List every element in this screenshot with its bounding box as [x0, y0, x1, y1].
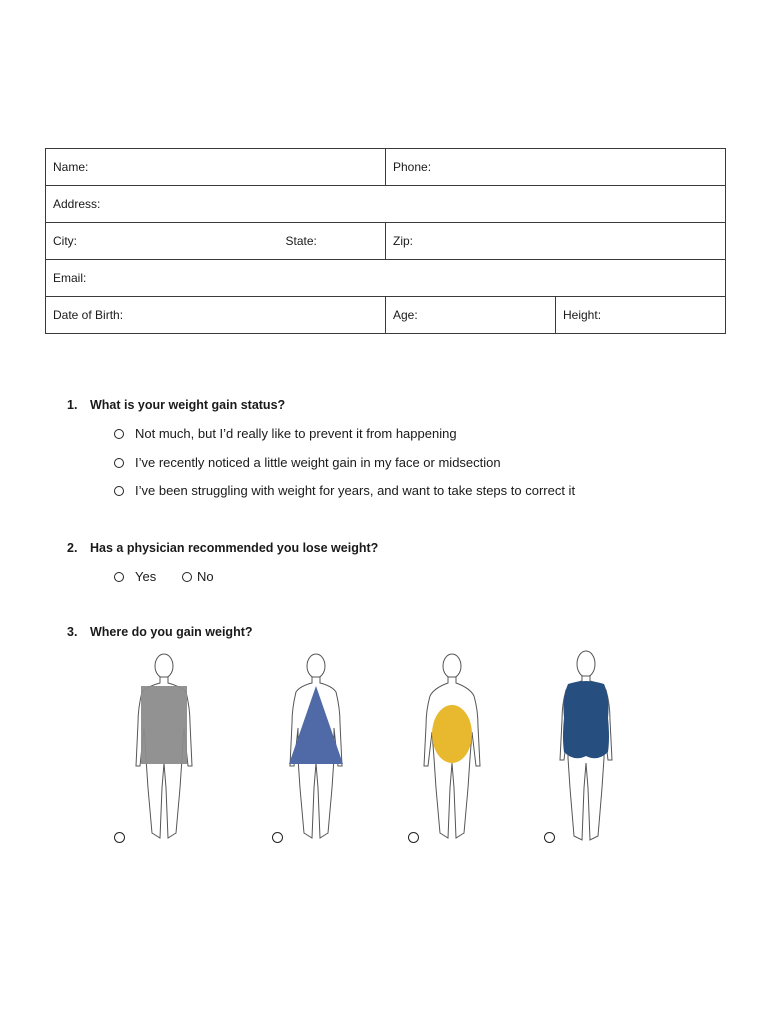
zip-field[interactable] [386, 223, 726, 260]
email-field[interactable] [46, 260, 726, 297]
body-type-radio-1[interactable] [114, 832, 125, 843]
height-label: Height: [563, 308, 602, 322]
radio-button[interactable] [182, 572, 192, 582]
shaded-region [563, 681, 609, 758]
personal-info-table [45, 148, 726, 334]
zip-label: Zip: [393, 234, 414, 248]
name-field[interactable] [46, 149, 386, 186]
question-text: What is your weight gain status? [90, 398, 286, 412]
body-type-radio-3[interactable] [408, 832, 419, 843]
option-label: I’ve recently noticed a little weight gain in my face or midsection [135, 455, 501, 470]
email-label: Email: [53, 271, 87, 285]
radio-button[interactable] [114, 486, 124, 496]
question-number: 2. [67, 541, 78, 555]
q1-option-2[interactable] [114, 455, 501, 470]
phone-label: Phone: [393, 160, 432, 174]
q2-option-no[interactable] [182, 569, 214, 584]
state-field[interactable] [279, 223, 386, 260]
body-type-radio-2[interactable] [272, 832, 283, 843]
question-2 [67, 541, 378, 555]
question-number: 1. [67, 398, 78, 412]
question-text: Has a physician recommended you lose weight? [90, 541, 379, 555]
body-triangle-icon [282, 648, 352, 848]
address-field[interactable] [46, 186, 726, 223]
state-label: State: [285, 234, 317, 248]
question-number: 3. [67, 625, 78, 639]
body-rectangle-icon [130, 648, 200, 848]
q2-option-yes[interactable] [114, 569, 156, 584]
option-label: Not much, but I’d really like to prevent it from happening [135, 426, 457, 441]
address-label: Address: [53, 197, 101, 211]
age-field[interactable] [386, 297, 556, 334]
height-field[interactable] [556, 297, 726, 334]
question-text: Where do you gain weight? [90, 625, 253, 639]
radio-button[interactable] [114, 572, 124, 582]
dob-label: Date of Birth: [53, 308, 124, 322]
option-label: I’ve been struggling with weight for years, and want to take steps to correct it [135, 483, 576, 498]
radio-button[interactable] [114, 429, 124, 439]
body-full-icon [552, 648, 622, 848]
q1-option-3[interactable] [114, 483, 575, 498]
option-label: Yes [135, 569, 157, 584]
age-label: Age: [393, 308, 418, 322]
phone-field[interactable] [386, 149, 726, 186]
shaded-region [141, 686, 187, 764]
city-label: City: [53, 234, 77, 248]
city-field[interactable] [46, 223, 279, 260]
shaded-region [432, 705, 472, 763]
q1-option-1[interactable] [114, 426, 457, 441]
name-label: Name: [53, 160, 89, 174]
dob-field[interactable] [46, 297, 386, 334]
radio-button[interactable] [114, 458, 124, 468]
body-apple-icon [418, 648, 488, 848]
question-1 [67, 398, 285, 412]
option-label: No [197, 569, 214, 584]
question-3 [67, 625, 253, 639]
body-type-radio-4[interactable] [544, 832, 555, 843]
